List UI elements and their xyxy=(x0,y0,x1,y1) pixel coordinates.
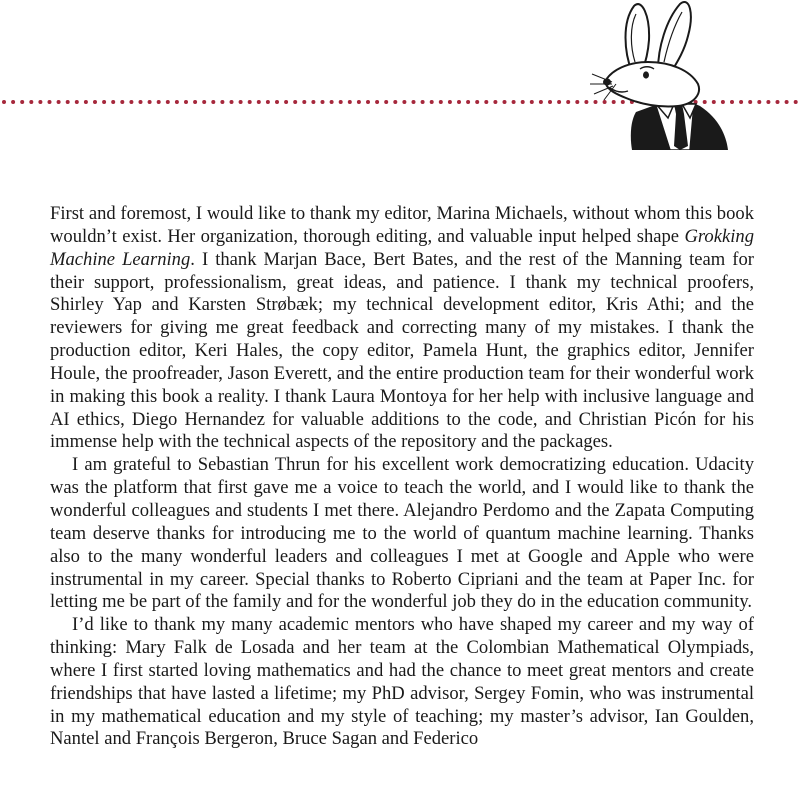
acknowledgments-body-text xyxy=(50,203,754,751)
acknowledgments-paragraph-2: I am grateful to Sebastian Thrun for his excellent work democratizing education. Udacity was the platform that first gave me a voice to teach the world, and I would like to thank the wonderful colleagues and students I met there. Alejandro Perdomo and the Zapata Computing team deserve thanks for introducing me to the world of quantum machine learning. Thanks also to the many wonderful leaders and colleagues I met at Google and Apple who were instrumental in my career. Special thanks to Roberto Cipriani and the team at Paper Inc. for letting me be part of the family and for the wonderful job they do in the education community. xyxy=(50,454,754,613)
book-title-italic: Grokking Machine Learning xyxy=(50,225,754,270)
mouse-in-suit-illustration-icon xyxy=(590,0,740,150)
acknowledgments-paragraph-3: I’d like to thank my many academic mentors who have shaped my career and my way of thinking: Mary Falk de Losada and her team at the Colombian Mathematical Olympiads, where I first started loving mathematics and had the chance to meet great mentors and create friendships that have lasted a lifetime; my PhD advisor, Sergey Fomin, who was instrumental in my mathematical education and my style of teaching; my master’s advisor, Ian Goulden, Nantel and François Bergeron, Bruce Sagan and Federico xyxy=(50,614,754,750)
acknowledgments-paragraph-1 xyxy=(50,203,754,454)
paragraph-1-lead-text: First and foremost, I would like to thank my editor, Marina Michaels, without whom this book wouldn’t exist. Her organization, thorough editing, and valuable input helped shape xyxy=(50,203,754,247)
paragraph-1-remaining-text: . I thank Marjan Bace, Bert Bates, and the rest of the Manning team for their support, professionalism, great ideas, and patience. I thank my technical proofers, Shirley Yap and Karsten Strøbæk; my technical development editor, Kris Athi; and the reviewers for giving me great feedback and correcting many of my mistakes. I thank the production editor, Keri Hales, the copy editor, Pamela Hunt, the graphics editor, Jennifer Houle, the proofreader, Jason Everett, and the entire production team for their wonderful work in making this book a reality. I thank Laura Montoya for her help with inclusive language and AI ethics, Diego Hernandez for valuable additions to the code, and Christian Picón for his immense help with the technical aspects of the repository and the packages. xyxy=(50,248,754,453)
